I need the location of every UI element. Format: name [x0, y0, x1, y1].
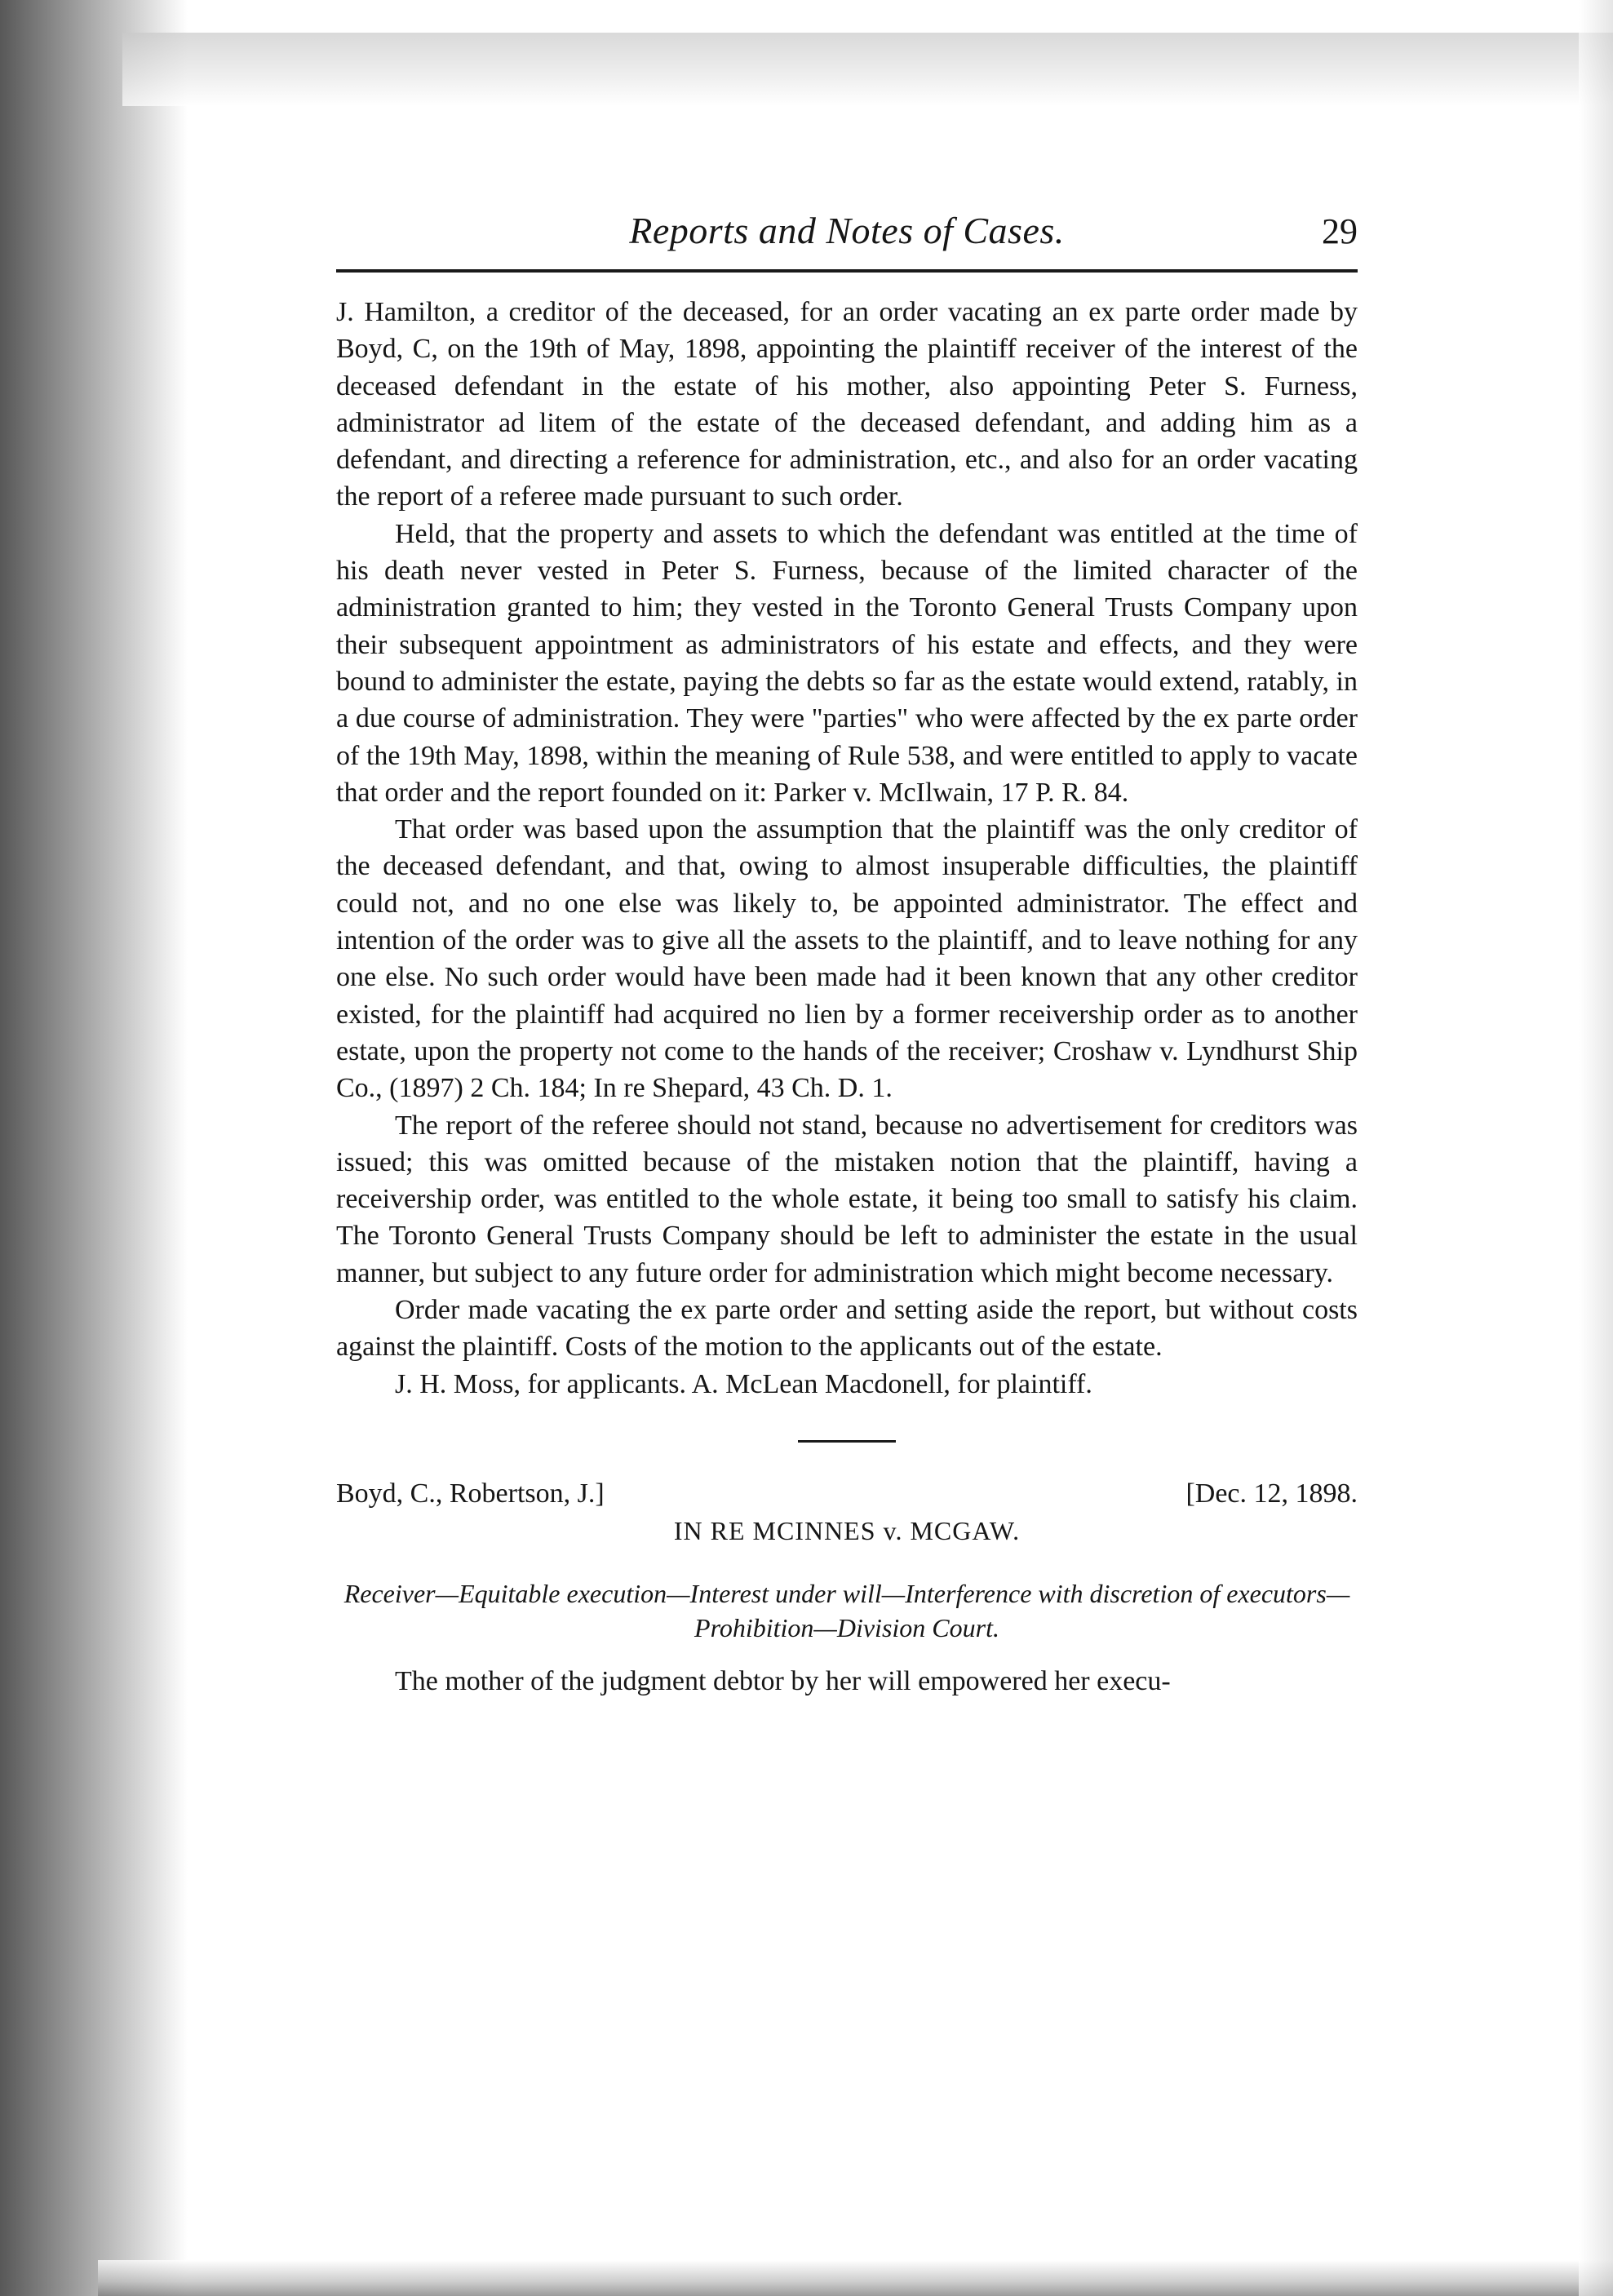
page-number: 29 — [1322, 211, 1358, 251]
case-name: IN RE MCINNES v. MCGAW. — [673, 1515, 1021, 1545]
book-page — [336, 193, 1358, 1700]
paragraph-motion: J. Hamilton, a creditor of the deceased, for an order vacating an ex parte order made by Boyd, C, on the 19th of May, 1898, appointing the plaintiff receiver of the interest of the deceased defendant in the estate of his mother, also appointing Peter S. Furness, administrator ad litem of the estate of the deceased defendant, and adding him as a defendant, and directing a reference for administration, etc., and also for an order vacating the report of a referee made pursuant to such order. — [336, 297, 1358, 512]
scan-shadow-bottom — [98, 2260, 1613, 2296]
case-date: [Dec. 12, 1898. — [1185, 1478, 1358, 1509]
paragraph-assumption: That order was based upon the assumption that the plaintiff was the only creditor of the deceased defendant, and that, owing to almost insuperable difficulties, the plaintiff could not, and no one else was likely to, be appointed administrator. The effect and intention of the order was to give all the assets to the plaintiff, and to leave nothing for any one else. No such order would have been made had it been known that any other creditor existed, for the plaintiff had acquired no lien by a former receivership order as to another estate, upon the property not come to the hands of the receiver; Croshaw v. Lyndhurst Ship Co., (1897) 2 Ch. 184; In re Shepard, 43 Ch. D. 1. — [336, 814, 1358, 1104]
counsel-line: J. H. Moss, for applicants. A. McLean Macdonell, for plaintiff. — [395, 1368, 1092, 1399]
running-head — [336, 193, 1358, 266]
next-case-body — [336, 1663, 1358, 1700]
scan-shadow-right — [1579, 0, 1613, 2296]
header-rule — [336, 269, 1358, 273]
scan-shadow-top — [122, 33, 1613, 106]
paragraph-order: Order made vacating the ex parte order and setting aside the report, but without costs against the plaintiff. Costs of the motion to the applicants out of the estate. — [336, 1295, 1358, 1363]
paragraph-held: Held, that the property and assets to which the defendant was entitled at the time of his death never vested in Peter S. Furness, because of the limited character of the administration granted to him; they vested in the Toronto General Trusts Company upon their subsequent appointment as administrators of his estate and effects, and they were bound to administer the estate, paying the debts so far as the estate would extend, ratably, in a due course of administration. They were "parties" who were affected by the ex parte order of the 19th May, 1898, within the meaning of Rule 538, and were entitled to apply to vacate that order and the report founded on it: Parker v. McIlwain, 17 P. R. 84. — [336, 518, 1358, 808]
scan-shadow-left — [0, 0, 188, 2296]
running-title: Reports and Notes of Cases. — [629, 210, 1065, 251]
judges: Boyd, C., Robertson, J.] — [336, 1478, 605, 1509]
case-citation-line — [336, 1478, 1358, 1516]
case-report-body — [336, 294, 1358, 1403]
paragraph-referee-report: The report of the referee should not stand, because no advertisement for creditors was issued; this was omitted because of the mistaken notion that the plaintiff, having a receivership order, was entitled to the whole estate, it being too small to satisfy his claim. The Toronto General Trusts Company should be left to administer the estate in the usual manner, but subject to any future order for administration which might become necessary. — [336, 1110, 1358, 1288]
headnote: Receiver—Equitable execution—Interest under will—Interference with discretion of executors—Prohibition—Division Court. — [343, 1578, 1350, 1642]
case-separator-rule — [798, 1440, 896, 1443]
paragraph-next-case-start: The mother of the judgment debtor by her will empowered her execu- — [395, 1665, 1171, 1696]
